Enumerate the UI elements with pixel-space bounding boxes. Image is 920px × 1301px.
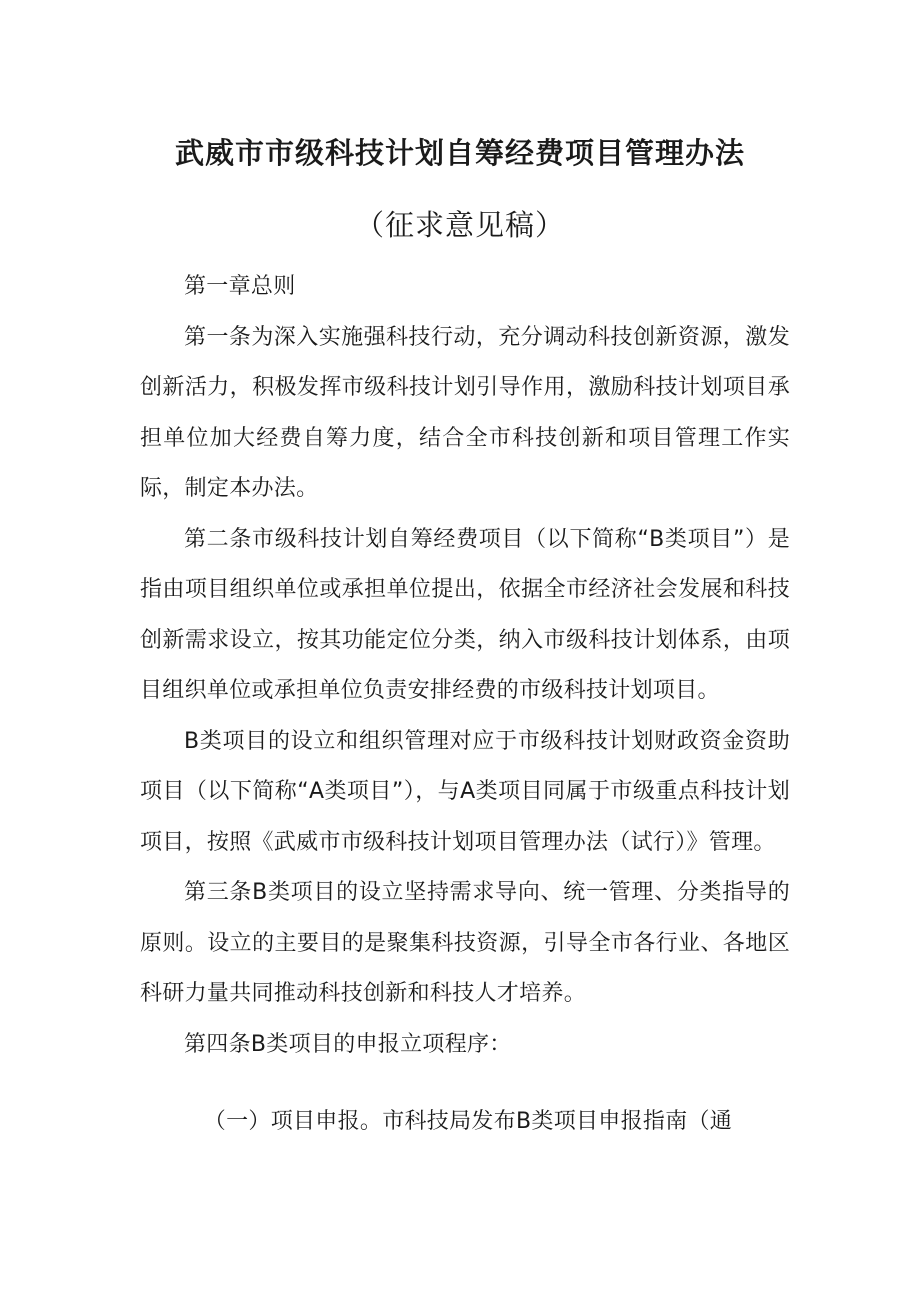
article-2: 第二条市级科技计划自筹经费项目（以下简称“B类项目”）是指由项目组织单位或承担单位提出，依据全市经济社会发展和科技创新需求设立，按其功能定位分类，纳入市级科技计划体系，由项目组织单位或承担单位负责安排经费的市级科技计划项目。 [140,526,790,703]
article-3: 第三条B类项目的设立坚持需求导向、统一管理、分类指导的原则。设立的主要目的是聚集科技资源，引导全市各行业、各地区科研力量共同推动科技创新和科技人才培养。 [140,880,790,1006]
article-1: 第一条为深入实施强科技行动，充分调动科技创新资源，激发创新活力，积极发挥市级科技计划引导作用，激励科技计划项目承担单位加大经费自筹力度，结合全市科技创新和项目管理工作实际，制定本办法。 [140,324,790,501]
article-4-item-1: （一）项目申报。市科技局发布B类项目申报指南（通 [203,1109,733,1134]
article-4: 第四条B类项目的申报立项程序： [184,1031,512,1057]
document-title: 武威市市级科技计划自筹经费项目管理办法 [174,136,745,170]
article-2-supplement: B类项目的设立和组织管理对应于市级科技计划财政资金资助项目（以下简称“A类项目”），与A类项目同属于市级重点科技计划项目，按照《武威市市级科技计划项目管理办法（试行）》管理。 [140,728,790,855]
document-body [140,262,790,1148]
document-subtitle: （征求意见稿） [354,208,565,242]
chapter-heading: 第一章总则 [184,274,296,299]
